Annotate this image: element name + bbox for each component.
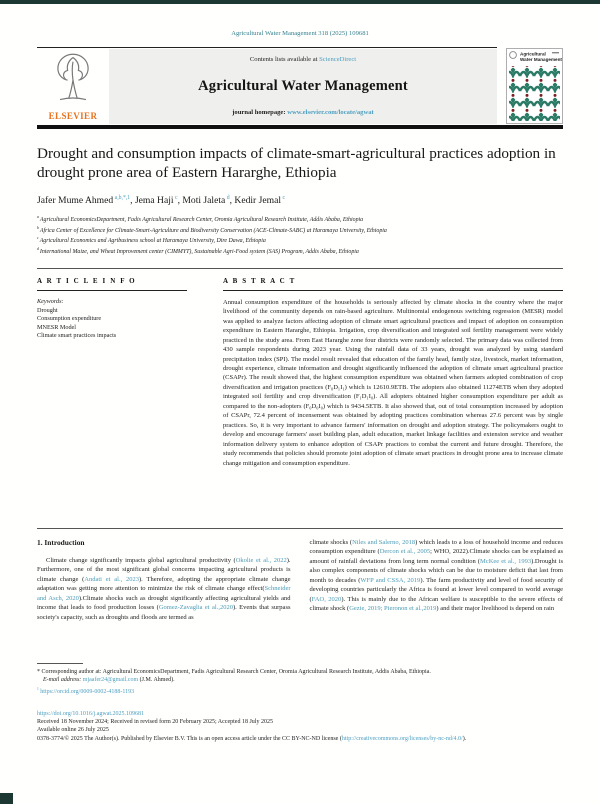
affiliation-sup: a [37, 214, 39, 219]
article-title: Drought and consumption impacts of climate-smart-agricultural practices adoption in drought prone area of Eastern Hararghe, Ethiopia [37, 144, 556, 181]
authors-line: Jafer Mume Ahmed $^{a,b,*,1}$, Jema Haji $^c$, Moti Jaleta $^d$, Kedir Jemal $^c$ [37, 194, 286, 206]
elsevier-logo[interactable] [37, 48, 109, 124]
copyright-line: 0378-3774/© 2025 The Author(s). Published by Elsevier B.V. This is an open access article under the CC BY-NC-ND license (http://creativecommons.org/licenses/by-nc-nd/4.0/). [37, 735, 467, 742]
homepage-link[interactable]: www.elsevier.com/locate/agwat [287, 109, 374, 116]
sciencedirect-link[interactable]: ScienceDirect [319, 56, 357, 63]
running-head-citation: Agricultural Water Management 318 (2025) 109681 [231, 30, 369, 37]
email-note: E-mail address: mjaafer24@gmail.com (J.M. Ahmed). [43, 677, 175, 684]
orcid-note: $^1$ https://orcid.org/0009-0002-4188-1193 [37, 687, 135, 696]
affiliation-text: International Maize, and Wheat Improvement center (CIMMYT), Sustainable Agri-Food system (SAS) Program, Addis Ababa, Ethiopia [39, 249, 359, 256]
journal-header [37, 47, 563, 124]
journal-header-main [37, 47, 497, 124]
abstract-text: Annual consumption expenditure of the households is seriously affected by climate shocks in the country where the major livelihood of the community depends on rain-based agriculture. Multinomial endogenous switching regression (MESR) model was applied to analyze factors affecting adoption of climate smart agricultural practices and impact of adoption on consumption expenditure in Eastern Hararghe, Ethiopia. Irrigation, crop diversification and integrated soil fertility management were widely practiced in the study area. From East Hararghe zone four districts were randomly selected. The primary data was collected from 430 sample respondents during 2023 year. Using the rainfall data of 33 years, drought was analyzed by using standard precipitation index (SPI). The model result revealed that education of the family head, family size, livestock, market information, drought experience, climate information and drought significantly influenced the adoption of climate smart agricultural practice (CSAPr). The result showed that, the highest consumption expenditure was obtained when farmers adopted combination of crop diversification and irrigation practices (F₀D₁I₁) which is 12610.9ETB. The adopters also obtained 11274ETB when they adopted integrated soil fertility and crop diversification (F₁D₁I₀). All adopters obtained higher consumption expenditure per adult as compared to the non-adopters (F₀D₀I₀) which is 9434.5ETB. It also showed that, out of total consumption increased by adoption of CSAPr, 72.4 percent of incensement was obtained by adopting practices combination whereas 27.6 percent was by single practices. So, it is very important to advance farmers' information on drought and adoption strategy. The policymakers ought to develop and encourage farmers' asset building plan, adult education, market linkage facilities and extension service and weather information delivery system to enhance adoption of CSAPr practices to combat the current and future drought. Therefore, the study recommends that policies should promote joint adoption of climate smart practices in drought prone area to increase climate change mitigation and consumption expenditure. [223, 298, 563, 467]
doi-link[interactable]: https://doi.org/10.1016/j.agwat.2025.109681 [37, 710, 145, 717]
elsevier-wordmark: ELSEVIER [48, 111, 98, 121]
available-online: Available online 26 July 2025 [37, 727, 109, 734]
intro-paragraph-left: Climate change significantly impacts global agricultural productivity (Okolie et al., 2022). Furthermore, one of the most significant global concerns impacting agricultural products is climate change (Andati et al., 2023). Therefore, adopting the appropriate climate change adaptation was getting more attention to minimize the risk of climate change effect(Schneider and Asch, 2020).Climate shocks such as drought significantly affecting agricultural yields and income that leads to food production losses (Gomez-Zavaglia et al.,2020). Events that surpass society's capacity, such as droughts and floods are termed as [37, 556, 291, 621]
section-1-heading: 1. Introduction [37, 537, 85, 547]
affiliation-c [37, 235, 563, 246]
homepage-line [232, 109, 374, 116]
top-bar [0, 0, 600, 4]
publication-info [37, 710, 563, 743]
affiliation-d [37, 246, 563, 257]
keyword-item: MNESR Model [37, 323, 77, 331]
keywords-label: Keywords: [37, 297, 64, 305]
homepage-prefix: journal homepage: [232, 109, 288, 116]
header-thick-rule [37, 125, 563, 129]
article-info-heading: A R T I C L E I N F O [37, 277, 187, 291]
footnote-rule [37, 663, 83, 664]
keyword-item: Drought [37, 306, 58, 314]
affiliation-b [37, 225, 563, 236]
journal-title: Agricultural Water Management [198, 77, 408, 94]
affiliation-sup: c [37, 236, 39, 241]
contents-prefix: Contents lists available at [249, 56, 320, 63]
affiliation-text: Africa Center of Excellence for Climate-Smart-Agriculture and Biodiversity Conservation (ACE-Climate-SABC) at Haramaya University, Ethiopia [39, 227, 387, 234]
keyword-item: Climate smart practices impacts [37, 332, 117, 340]
body-left-column [37, 538, 291, 656]
abstract-column [223, 277, 563, 528]
body-right-column [310, 538, 564, 656]
body-columns [37, 538, 563, 656]
abstract-bottom-rule [37, 528, 563, 529]
received-dates: Received 18 November 2024; Received in revised form 20 February 2025; Accepted 18 July 2025 [37, 718, 273, 725]
journal-cover-thumbnail[interactable] [506, 48, 563, 124]
affiliation-text: Agricultural EconomicsDepartment, Fadis Agricultural Research Center, Oromia Agricultural Research Institute, Addis Ababa, Ethiopia [39, 216, 364, 223]
affiliation-sup: d [37, 247, 39, 252]
affiliation-sup: b [37, 225, 39, 230]
article-info-column [37, 277, 187, 528]
article-info-abstract-section [37, 268, 563, 528]
cover-title-line2: Water Management [520, 57, 562, 62]
intro-paragraph-right: climate shocks (Niles and Salerno, 2018) which leads to a loss of household income and reduces consumption expenditure (Dercon et al., 2005; WHO, 2022).Climate shocks can be explained as amount of rainfall deviations from long term normal condition (McKee et al., 1993).Drought is also complex components of climate shocks which can be due to moisture deficit that last from month to decades (WFP and CSSA, 2019). The farm productivity and level of food security of developing countries particularly the Africa is found at lower level compared to world average (FAO, 2020). This is mainly due to the African welfare is susceptible to the severe effects of climate shock (Gezie, 2019; Pieronon et al.,2019) and their major livelihood is depend on rain [309, 538, 563, 613]
journal-header-box [109, 49, 497, 124]
corresponding-author-note: * Corresponding author at: Agricultural EconomicsDepartment, Fadis Agricultural Research Center, Oromia Agricultural Research Institute, Addis Ababa, Ethiopia. [37, 668, 431, 675]
cover-title-line1: Agricultural [520, 51, 546, 57]
affiliation-a [37, 214, 563, 225]
keyword-item: Consumption expenditure [37, 315, 102, 323]
elsevier-tree-icon [49, 51, 97, 110]
affiliation-text: Agricultural Economics and Agribusiness school at Haramaya University, Dire Dawa, Ethiopia [39, 238, 266, 245]
footnotes [37, 663, 563, 697]
corner-mark [0, 793, 13, 804]
abstract-heading: A B S T R A C T [223, 277, 563, 291]
contents-line [250, 56, 356, 63]
affiliations [37, 214, 563, 257]
